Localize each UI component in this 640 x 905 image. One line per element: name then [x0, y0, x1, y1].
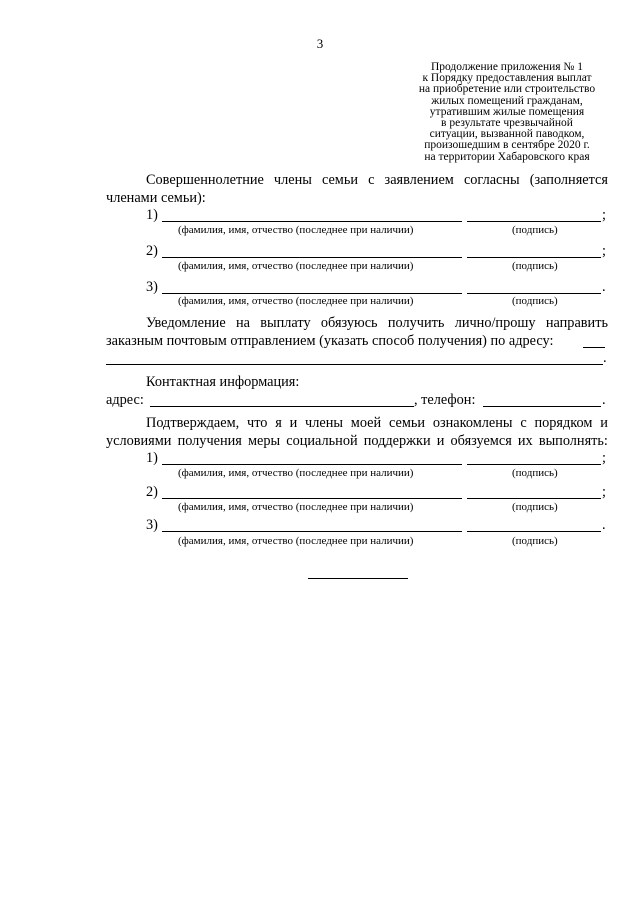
line-end-punct: . — [602, 392, 606, 408]
confirm-line1: Подтверждаем, что я и члены моей семьи ознакомлены с порядком и — [146, 415, 608, 431]
contact-title: Контактная информация: — [146, 374, 300, 390]
appendix-line: жилых помещений гражданам, — [431, 94, 583, 107]
name-caption: (фамилия, имя, отчество (последнее при наличии) — [178, 501, 414, 513]
address-field-line-start[interactable] — [583, 347, 605, 348]
contact-address-field[interactable] — [150, 406, 414, 407]
notification-line1: Уведомление на выплату обязуюсь получить лично/прошу направить — [146, 315, 608, 331]
confirm-line2: условиями получения меры социальной поддержки и обязуемся их выполнять: — [106, 433, 608, 449]
address-label: адрес: — [106, 392, 144, 408]
row-end-punct: ; — [602, 207, 606, 223]
signature-field-line[interactable] — [467, 498, 601, 499]
appendix-line: ситуации, вызванной паводком, — [429, 128, 585, 141]
appendix-line: в результате чрезвычайной — [441, 117, 573, 130]
row-number: 1) — [146, 207, 158, 223]
row-end-punct: ; — [602, 484, 606, 500]
name-field-line[interactable] — [162, 221, 462, 222]
appendix-line: произошедшим в сентябре 2020 г. — [424, 139, 590, 152]
name-field-line[interactable] — [162, 293, 462, 294]
appendix-line: на территории Хабаровского края — [424, 150, 590, 163]
row-number: 1) — [146, 450, 158, 466]
name-caption: (фамилия, имя, отчество (последнее при наличии) — [178, 295, 414, 307]
page-number: 3 — [316, 36, 324, 51]
row-end-punct: . — [602, 517, 606, 533]
row-end-punct: ; — [602, 243, 606, 259]
row-end-punct: . — [602, 279, 606, 295]
consent-intro-line2: членами семьи): — [106, 190, 206, 206]
signature-caption: (подпись) — [512, 501, 558, 513]
row-number: 2) — [146, 484, 158, 500]
row-number: 3) — [146, 279, 158, 295]
signature-field-line[interactable] — [467, 221, 601, 222]
contact-phone-field[interactable] — [483, 406, 601, 407]
consent-intro-line1: Совершеннолетние члены семьи с заявлением согласны (заполняется — [146, 172, 608, 188]
signature-field-line[interactable] — [467, 293, 601, 294]
signature-field-line[interactable] — [467, 464, 601, 465]
line-end-punct: . — [603, 350, 607, 366]
end-of-document-rule — [308, 578, 408, 579]
signature-caption: (подпись) — [512, 224, 558, 236]
name-caption: (фамилия, имя, отчество (последнее при наличии) — [178, 467, 414, 479]
appendix-header — [396, 62, 618, 163]
name-field-line[interactable] — [162, 531, 462, 532]
name-field-line[interactable] — [162, 464, 462, 465]
appendix-line: к Порядку предоставления выплат — [422, 72, 592, 85]
signature-caption: (подпись) — [512, 295, 558, 307]
name-field-line[interactable] — [162, 498, 462, 499]
appendix-line: на приобретение или строительство — [418, 83, 596, 96]
phone-label: , телефон: — [414, 392, 476, 408]
signature-caption: (подпись) — [512, 467, 558, 479]
appendix-line: утратившим жилые помещения — [429, 105, 585, 118]
name-field-line[interactable] — [162, 257, 462, 258]
signature-caption: (подпись) — [512, 260, 558, 272]
row-number: 2) — [146, 243, 158, 259]
notification-line2: заказным почтовым отправлением (указать способ получения) по адресу: — [106, 333, 554, 349]
appendix-line: Продолжение приложения № 1 — [430, 61, 584, 73]
signature-field-line[interactable] — [467, 257, 601, 258]
signature-field-line[interactable] — [467, 531, 601, 532]
name-caption: (фамилия, имя, отчество (последнее при наличии) — [178, 535, 414, 547]
address-field-line[interactable] — [106, 364, 603, 365]
signature-caption: (подпись) — [512, 535, 558, 547]
name-caption: (фамилия, имя, отчество (последнее при наличии) — [178, 224, 414, 236]
row-number: 3) — [146, 517, 158, 533]
name-caption: (фамилия, имя, отчество (последнее при наличии) — [178, 260, 414, 272]
row-end-punct: ; — [602, 450, 606, 466]
